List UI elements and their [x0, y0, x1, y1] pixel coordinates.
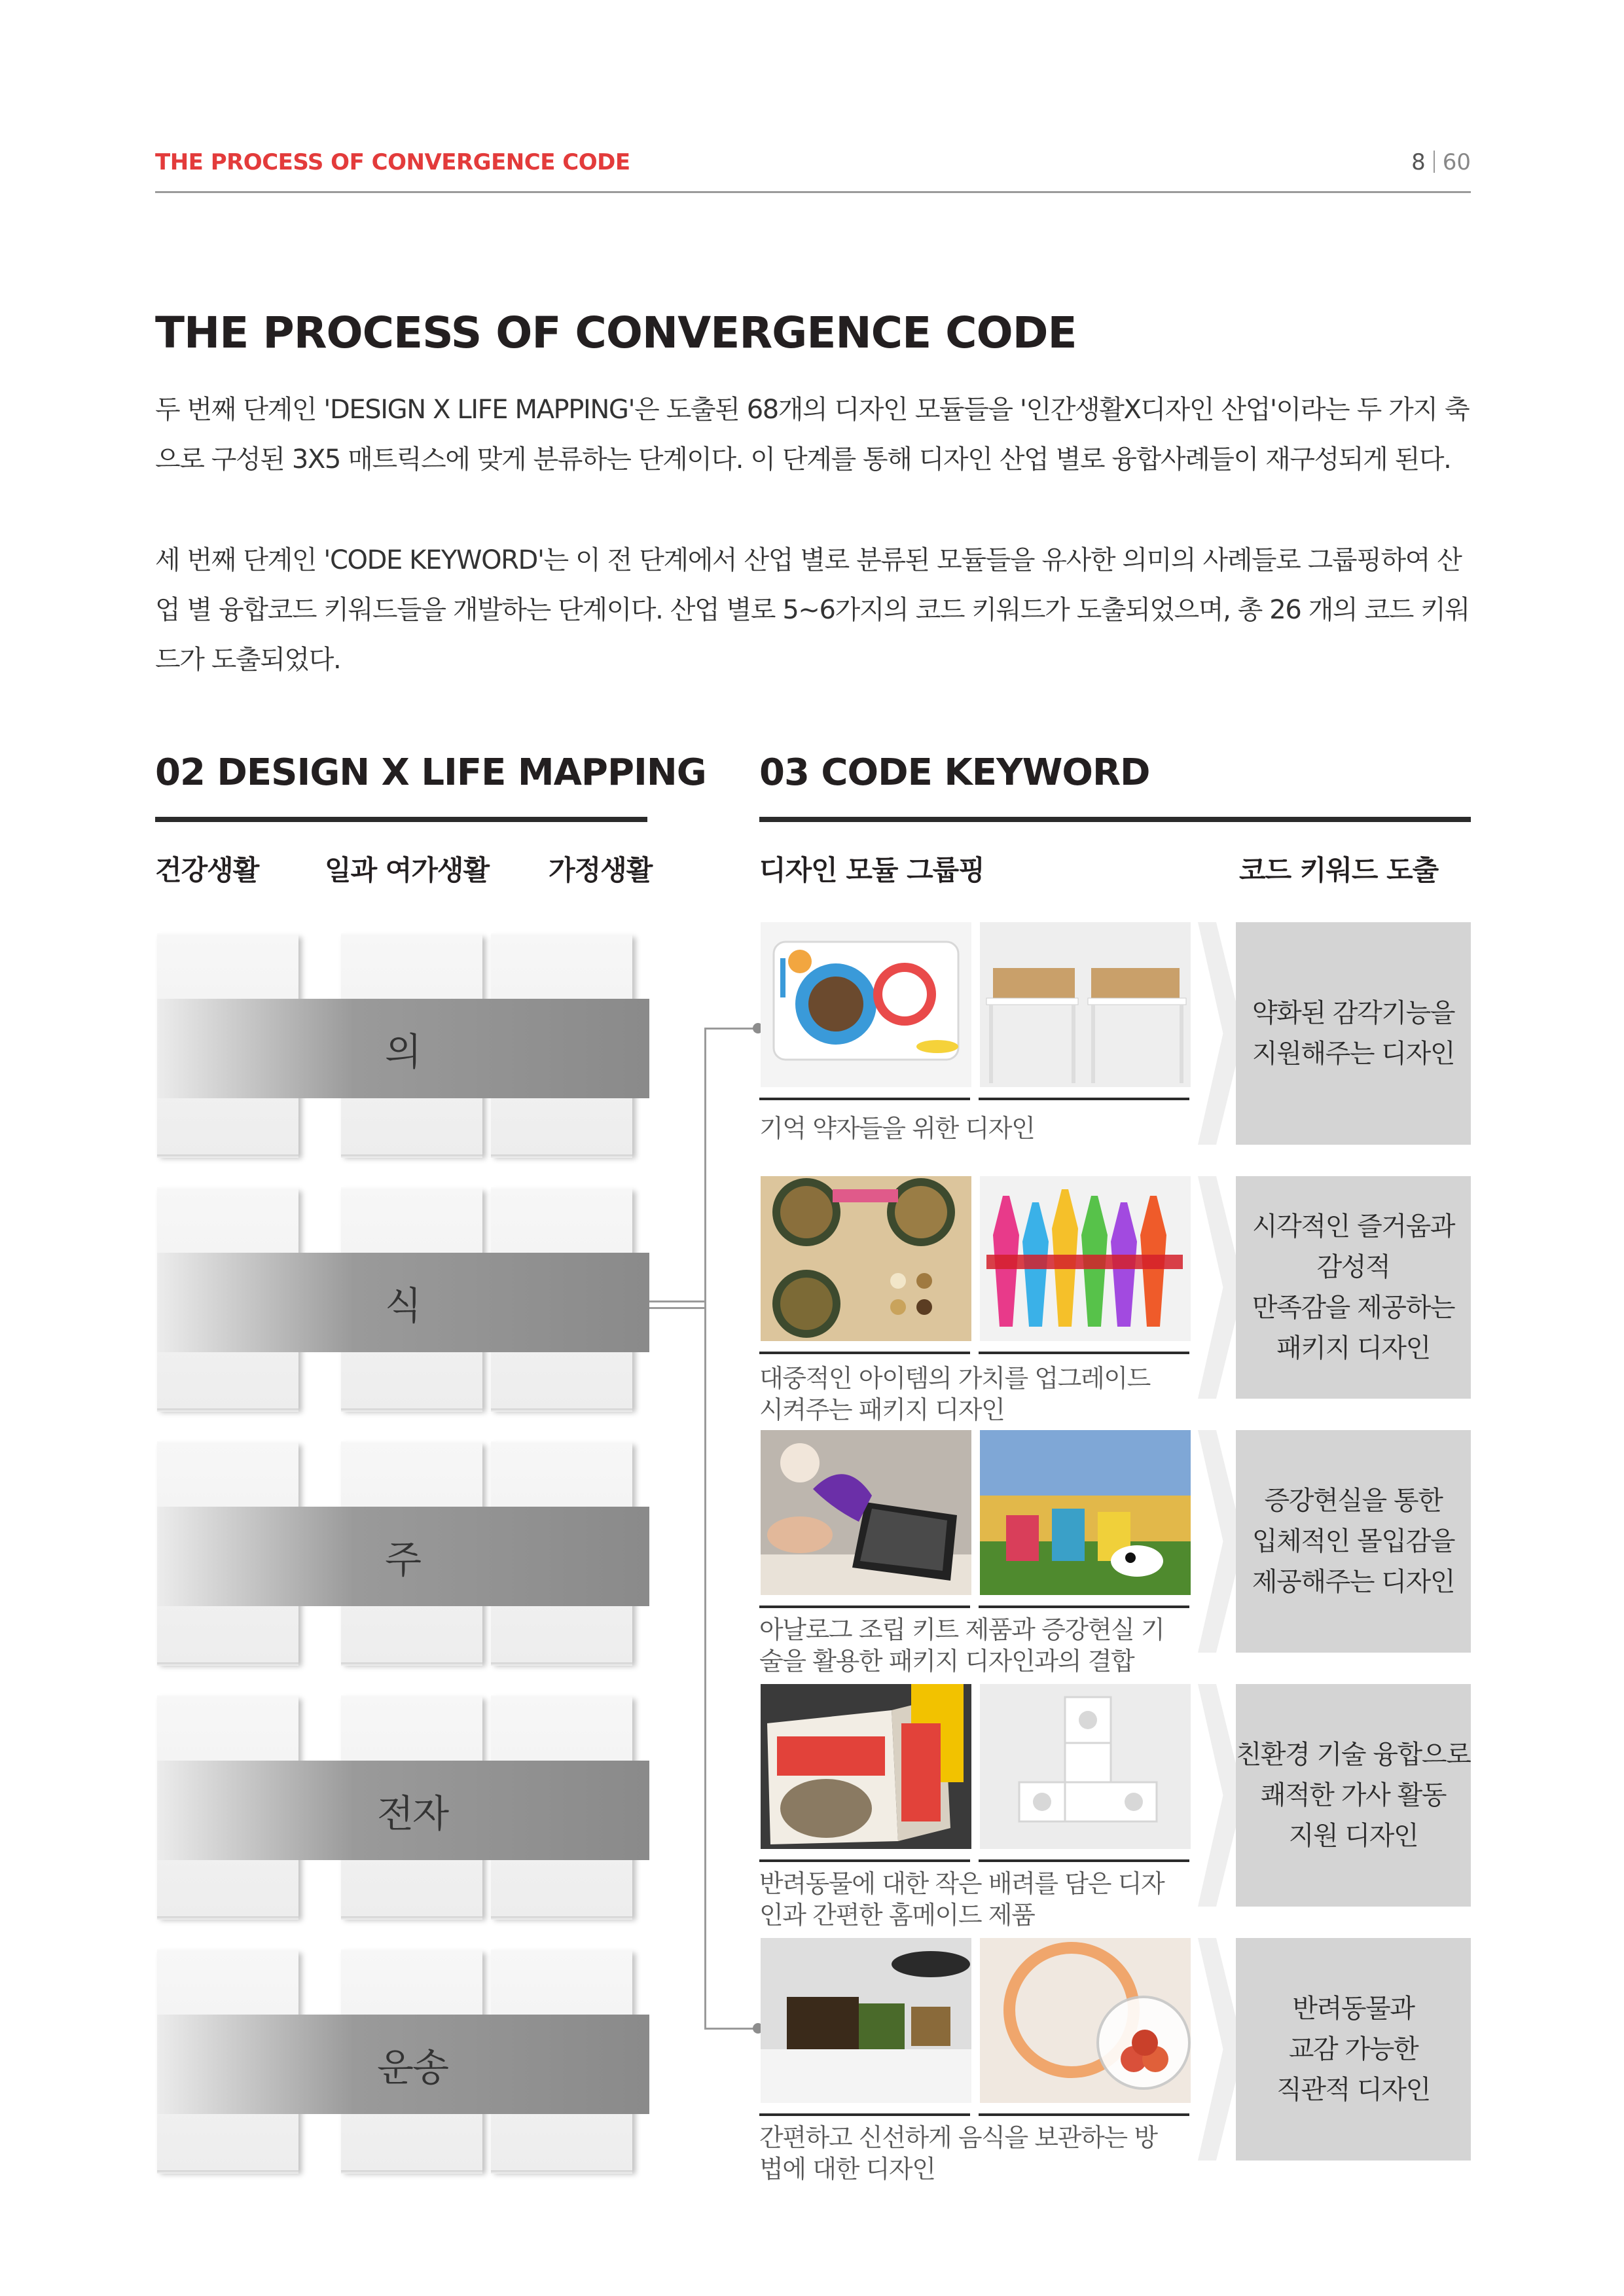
cardboard-cat-house-photo: [980, 1684, 1191, 1849]
tile-rule: [759, 1098, 970, 1100]
group-caption-4: 반려동물에 대한 작은 배려를 담은 디자인과 간편한 홈메이드 제품: [759, 1869, 1164, 1929]
keyword-box-5: [1236, 1938, 1471, 2161]
mapping-section-rule: [155, 817, 647, 822]
keyword-text-4: 친환경 기술 융합으로 쾌적한 가사 활동 지원 디자인: [1236, 1740, 1471, 1851]
connector-stub: [649, 1300, 706, 1302]
row-label-clothing: 의: [384, 1030, 421, 1074]
group-caption-5: 간편하고 신선하게 음식을 보관하는 방법에 대한 디자인: [759, 2123, 1157, 2183]
page-separator: [1434, 151, 1435, 173]
column-head-keywords: 코드 키워드 도출: [1239, 854, 1439, 886]
tile-rule: [759, 1352, 970, 1354]
group-caption-1: 기억 약자들을 위한 디자인: [759, 1114, 1035, 1143]
column-head-health: 건강생활: [155, 854, 259, 886]
paragraph-1: 두 번째 단계인 'DESIGN X LIFE MAPPING'은 도출된 68개의 디자인 모듈들을 '인간생활X디자인 산업'이라는 두 가지 축으로 구성된 3X5 매트릭스에 맞게 분류하는 단계이다. 이 단계를 통해 디자인 산업 별로 융합사례들이 재구성되게 된다.: [155, 395, 1470, 475]
row-label-electronics: 전자: [376, 1791, 448, 1836]
tile-rule: [979, 1605, 1189, 1608]
keyword-text-1: 약화된 감각기능을 지원해주는 디자인: [1252, 998, 1455, 1069]
tile-rule: [759, 2113, 970, 2116]
tile-rule: [979, 1098, 1189, 1100]
group-caption-2: 대중적인 아이템의 가치를 업그레이드 시켜주는 패키지 디자인: [759, 1364, 1150, 1424]
group-caption-3: 아날로그 조립 키트 제품과 증강현실 기술을 활용한 패키지 디자인과의 결합: [759, 1615, 1164, 1676]
column-head-grouping: 디자인 모듈 그룹핑: [759, 854, 984, 886]
food-container-photo: [761, 1938, 971, 2103]
wooden-desk-photo: [980, 922, 1191, 1087]
paragraph-2: 세 번째 단계인 'CODE KEYWORD'는 이 전 단계에서 산업 별로 분류된 모듈들을 유사한 의미의 사례들로 그룹핑하여 산업 별 융합코드 키워드들을 개발하는 단계이다. 산업 별로 5~6가지의 코드 키워드가 도출되었으며, 총 26 개의 코드 키워드가 도출되었다.: [155, 545, 1470, 675]
current-page: 8: [1411, 149, 1426, 175]
tile-rule: [759, 1605, 970, 1608]
cat-food-box-photo: [761, 1684, 971, 1849]
tablet-ar-photo: [761, 1430, 971, 1595]
keyword-box-3: [1236, 1430, 1471, 1653]
coca-cola-bottles-photo: [980, 1176, 1191, 1341]
ar-field-photo: [980, 1430, 1191, 1595]
food-bowls-photo: [761, 1176, 971, 1341]
keyword-box-2: [1236, 1176, 1471, 1399]
row-label-transport: 운송: [376, 2045, 448, 2090]
tile-rule: [979, 2113, 1189, 2116]
running-title: THE PROCESS OF CONVERGENCE CODE: [155, 149, 630, 175]
tile-rule: [979, 1859, 1189, 1862]
meal-tray-photo: [761, 922, 971, 1087]
tile-rule: [979, 1352, 1189, 1354]
keyword-box-1: [1236, 922, 1471, 1145]
keyword-text-2: 시각적인 즐거움과 감성적 만족감을 제공하는 패키지 디자인: [1252, 1211, 1455, 1363]
page-number: [1411, 149, 1471, 175]
row-label-food: 식: [384, 1283, 421, 1328]
column-head-work-leisure: 일과 여가생활: [325, 854, 490, 886]
keyword-box-4: [1236, 1684, 1471, 1907]
page-title: THE PROCESS OF CONVERGENCE CODE: [155, 308, 1077, 358]
header-rule: [155, 191, 1471, 193]
keyword-section-title: 03 CODE KEYWORD: [759, 751, 1150, 794]
keyword-text-3: 증강현실을 통한 입체적인 몰입감을 제공해주는 디자인: [1252, 1486, 1455, 1597]
fruit-sphere-photo: [980, 1938, 1191, 2103]
column-head-home: 가정생활: [549, 854, 653, 886]
tile-rule: [759, 1859, 970, 1862]
connector-stub: [649, 1307, 706, 1309]
keyword-text-5: 반려동물과 교감 가능한 직관적 디자인: [1276, 1994, 1430, 2105]
keyword-section-rule: [759, 817, 1471, 822]
row-label-housing: 주: [384, 1537, 421, 1582]
mapping-section-title: 02 DESIGN X LIFE MAPPING: [155, 751, 706, 794]
total-pages: 60: [1442, 149, 1471, 175]
connector-trunk: [704, 1028, 706, 2029]
